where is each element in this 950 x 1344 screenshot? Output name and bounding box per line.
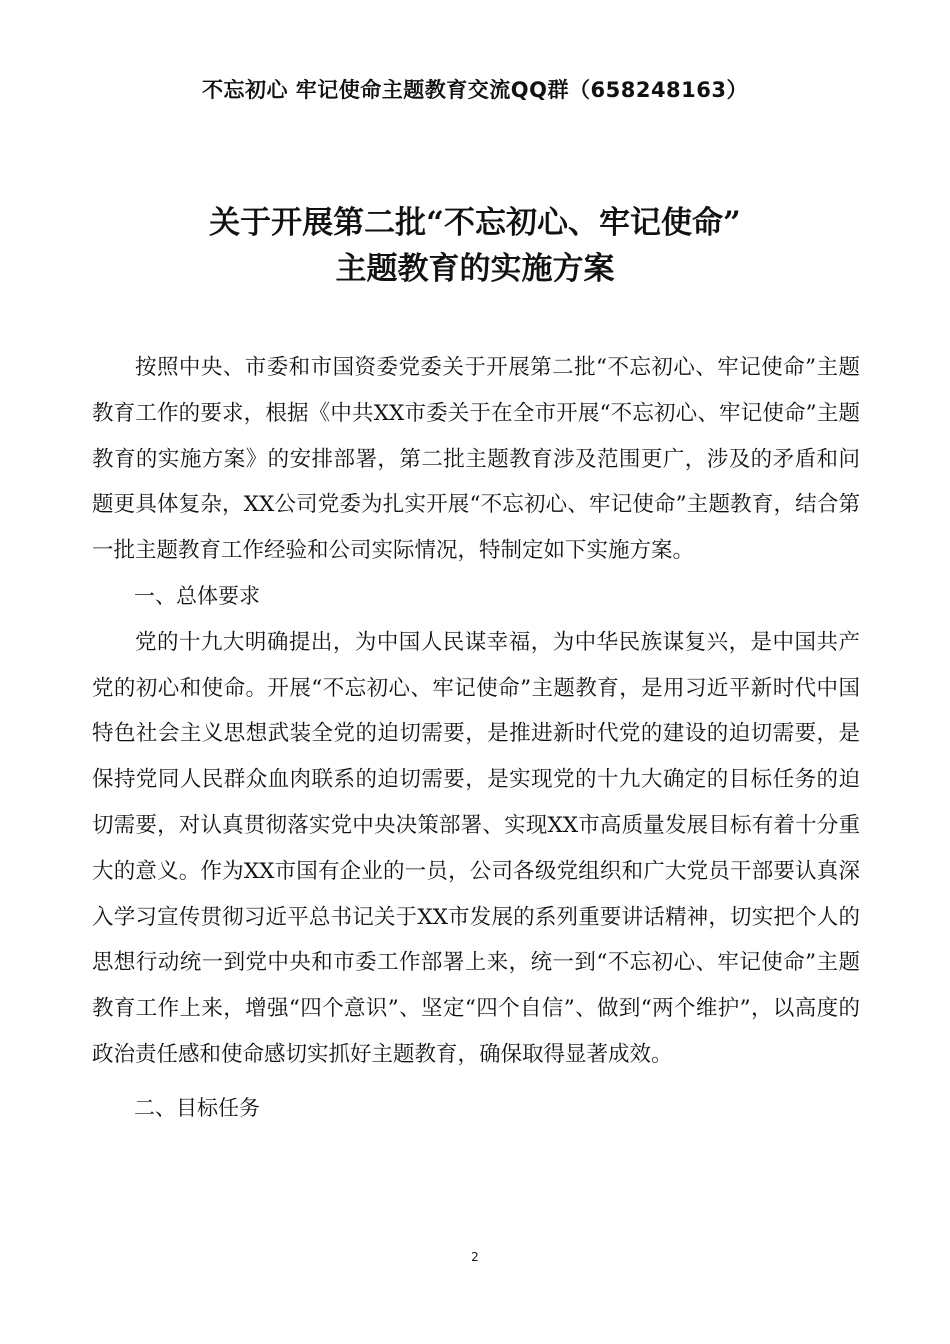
document-title (0, 200, 950, 292)
section-heading-1: 一、总体要求 (134, 583, 260, 608)
intro-paragraph: 按照中央、市委和市国资委党委关于开展第二批“不忘初心、牢记使命”主题教育工作的要求，根据《中共XX市委关于在全市开展“不忘初心、牢记使命”主题教育的实施方案》的安排部署，第二批主题教育涉及范围更广，涉及的矛盾和问题更具体复杂，XX公司党委为扎实开展“不忘初心、牢记使命”主题教育，结合第一批主题教育工作经验和公司实际情况，特制定如下实施方案。 (92, 355, 860, 564)
section-heading-2: 二、目标任务 (134, 1095, 260, 1120)
header-banner: 不忘初心 牢记使命主题教育交流QQ群（658248163） (201, 78, 749, 102)
section-1-paragraph: 党的十九大明确提出，为中国人民谋幸福，为中华民族谋复兴，是中国共产党的初心和使命。开展“不忘初心、牢记使命”主题教育，是用习近平新时代中国特色社会主义思想武装全党的迫切需要，是推进新时代党的建设的迫切需要，是保持党同人民群众血肉联系的迫切需要，是实现党的十九大确定的目标任务的迫切需要，对认真贯彻落实党中央决策部署、实现XX市高质量发展目标有着十分重大的意义。作为XX市国有企业的一员，公司各级党组织和广大党员干部要认真深入学习宣传贯彻习近平总书记关于XX市发展的系列重要讲话精神，切实把个人的思想行动统一到党中央和市委工作部署上来，统一到“不忘初心、牢记使命”主题教育工作上来，增强“四个意识”、坚定“四个自信”、做到“两个维护”，以高度的政治责任感和使命感切实抓好主题教育，确保取得显著成效。 (92, 629, 860, 1067)
document-body (92, 345, 860, 1132)
title-line-2: 主题教育的实施方案 (335, 251, 615, 287)
page-number: 2 (471, 1250, 479, 1264)
title-line-1: 关于开展第二批“不忘初心、牢记使命” (209, 205, 741, 241)
